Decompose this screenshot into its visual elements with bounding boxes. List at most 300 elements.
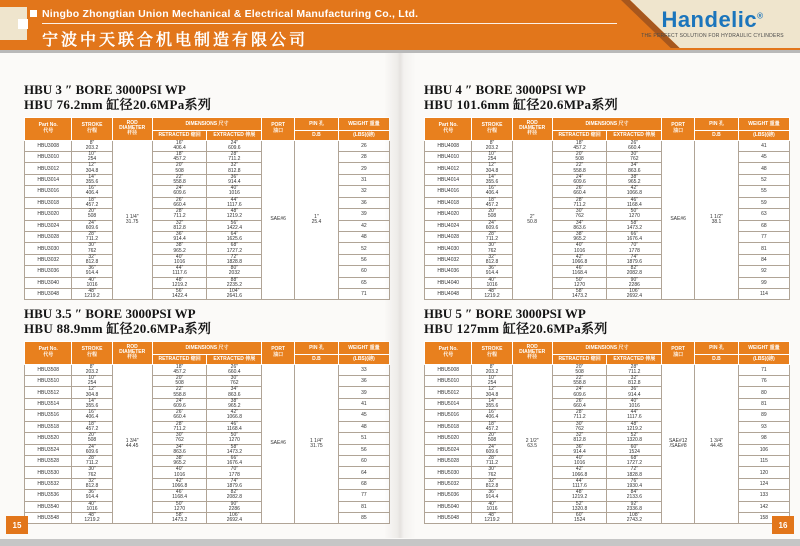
value-line: 660.4	[573, 403, 586, 410]
value-line: 711.2	[485, 236, 499, 243]
stroke-cell	[72, 140, 112, 151]
part-no-cell: HBU3536	[25, 490, 72, 501]
spec-table-section-hbu4	[424, 82, 790, 300]
weight-cell: 68	[338, 478, 389, 489]
value-line: 36"	[88, 489, 96, 496]
value-line: 863.6	[173, 448, 186, 455]
rod-diameter-cell	[112, 364, 152, 524]
table-title-en: HBU 5 ″ BORE 3000PSI WP	[424, 306, 586, 321]
stroke-cell	[472, 174, 512, 185]
rod-diameter-cell	[512, 140, 552, 300]
table-body	[25, 140, 390, 300]
stroke-cell	[72, 410, 112, 421]
retracted-cell	[152, 455, 207, 466]
value-line: 16"	[175, 139, 184, 146]
value-line: 355.6	[485, 403, 499, 410]
part-no-cell: HBU3548	[25, 512, 72, 523]
value-line: 34"	[230, 386, 239, 393]
table-body	[425, 140, 790, 300]
part-no-cell: HBU4014	[425, 174, 472, 185]
value-line: 1168.4	[572, 270, 588, 277]
value-line: 1930.4	[626, 482, 642, 489]
value-line: 711.2	[573, 414, 586, 421]
value-line: 66"	[230, 454, 239, 461]
weight-cell: 92	[738, 266, 789, 277]
value-line: 558.8	[173, 391, 186, 398]
value-line: 44"	[175, 265, 184, 272]
value-line: 965.2	[573, 236, 586, 243]
extracted-cell	[207, 254, 262, 265]
value-line: 12"	[88, 162, 96, 169]
value-line: 32"	[88, 477, 96, 484]
value-line: 30"	[175, 432, 184, 439]
stroke-cell	[72, 186, 112, 197]
value-line: 60"	[630, 443, 639, 450]
retracted-cell	[152, 266, 207, 277]
retracted-cell	[152, 512, 207, 523]
extracted-cell	[607, 174, 662, 185]
part-no-cell: HBU3014	[25, 174, 72, 185]
part-no-cell: HBU5030	[425, 467, 472, 478]
col-port: PORT 油口	[262, 117, 295, 140]
value-line: 36"	[175, 230, 184, 237]
retracted-cell	[552, 433, 607, 444]
value-line: 28"	[230, 151, 239, 158]
part-no-cell: HBU3024	[25, 220, 72, 231]
extracted-cell	[207, 140, 262, 151]
retracted-cell	[152, 174, 207, 185]
value-line: 1422.4	[226, 224, 242, 231]
weight-cell: 36	[338, 376, 389, 387]
brand-logo-block	[635, 9, 790, 39]
value-line: 82"	[630, 265, 639, 272]
extracted-cell	[607, 186, 662, 197]
value-line: 104"	[229, 287, 240, 294]
weight-cell: 65	[338, 277, 389, 288]
value-line: 863.6	[573, 224, 586, 231]
value-line: 1879.6	[626, 258, 642, 265]
weight-cell: 106	[738, 444, 789, 455]
value-line: 406.4	[85, 414, 99, 421]
value-line: 1524	[574, 517, 586, 524]
retracted-cell	[552, 243, 607, 254]
weight-cell: 39	[338, 209, 389, 220]
col-pin: PIN 孔	[295, 117, 339, 130]
col-port: PORT 油口	[662, 117, 695, 140]
value-line: 10"	[488, 151, 496, 158]
part-no-cell: HBU3028	[25, 231, 72, 242]
stroke-cell	[472, 455, 512, 466]
value-line: 1778	[228, 471, 240, 478]
table-row	[25, 364, 390, 375]
retracted-cell	[152, 152, 207, 163]
extracted-cell	[207, 387, 262, 398]
value-line: 1422.4	[171, 293, 188, 300]
value-line: 44"	[230, 196, 239, 203]
value-line: 965.2	[173, 460, 186, 467]
part-no-cell: HBU5036	[425, 490, 472, 501]
table-title-cn: HBU 127mm 缸径20.6MPa系列	[424, 321, 608, 337]
value-line: 18"	[175, 151, 184, 158]
table-header	[25, 117, 390, 140]
value-line: 1117.6	[172, 270, 187, 277]
part-no-cell: HBU5020	[425, 433, 472, 444]
value-line: 2336.8	[626, 505, 642, 512]
value-line: 914.4	[573, 448, 586, 455]
weight-cell: 42	[338, 220, 389, 231]
value-line: 1828.8	[626, 471, 642, 478]
part-no-cell: HBU3518	[25, 421, 72, 432]
retracted-cell	[552, 398, 607, 409]
value-line: 42"	[230, 409, 239, 416]
retracted-cell	[152, 376, 207, 387]
table-title-cn: HBU 76.2mm 缸径20.6MPa系列	[24, 97, 212, 113]
weight-cell: 133	[738, 490, 789, 501]
stroke-cell	[72, 376, 112, 387]
value-line: 2 1/2"	[525, 437, 539, 444]
value-line: 36"	[488, 265, 496, 272]
value-line: 82"	[230, 489, 239, 496]
table-title-en: HBU 3 ″ BORE 3000PSI WP	[24, 82, 186, 97]
extracted-cell	[207, 433, 262, 444]
value-line: 14"	[488, 397, 496, 404]
spec-table	[424, 117, 790, 301]
value-line: 1473.2	[571, 293, 588, 300]
col-pin-db: D.B	[295, 354, 339, 364]
extracted-cell	[207, 197, 262, 208]
value-line: 1219.2	[571, 494, 588, 501]
extracted-cell	[207, 421, 262, 432]
value-line: 355.6	[85, 179, 99, 186]
value-line: 40"	[88, 500, 96, 507]
retracted-cell	[552, 455, 607, 466]
stroke-cell	[472, 266, 512, 277]
value-line: 42"	[575, 253, 584, 260]
value-line: 609.6	[573, 179, 586, 186]
value-line: 762	[487, 247, 497, 254]
value-line: 16"	[488, 185, 496, 192]
value-line: 50"	[630, 208, 639, 215]
value-line: 14"	[488, 173, 496, 180]
value-line: 203.2	[85, 144, 99, 151]
value-line: 66"	[630, 230, 639, 237]
stroke-cell	[472, 410, 512, 421]
value-line: 457.2	[485, 425, 499, 432]
col-pin-db: D.B	[295, 130, 339, 140]
value-line: 1219.2	[171, 281, 188, 288]
value-line: 12"	[488, 386, 496, 393]
col-part-no: Part No. 代号	[425, 117, 472, 140]
extracted-cell	[607, 266, 662, 277]
value-line: 20"	[575, 151, 584, 158]
retracted-cell	[152, 467, 207, 478]
retracted-cell	[552, 220, 607, 231]
value-line: 1168.4	[226, 425, 242, 432]
value-line: 10"	[88, 151, 96, 158]
value-line: 32"	[488, 477, 496, 484]
value-line: 203.2	[485, 144, 499, 151]
value-line: 762	[87, 471, 97, 478]
value-line: 40"	[488, 276, 496, 283]
value-line: 254	[87, 380, 97, 387]
weight-cell: 55	[738, 186, 789, 197]
value-line: 1219.2	[84, 517, 100, 524]
col-weight: WEIGHT 重量	[338, 117, 389, 130]
value-line: 42"	[575, 466, 584, 473]
stroke-cell	[472, 398, 512, 409]
weight-cell: 36	[338, 197, 389, 208]
value-line: 1117.6	[227, 201, 242, 208]
extracted-cell	[207, 231, 262, 242]
part-no-cell: HBU4024	[425, 220, 472, 231]
value-line: 1016	[174, 258, 186, 265]
col-retracted: RETRACTED 缩回	[152, 130, 207, 140]
value-line: 914.4	[85, 494, 99, 501]
value-line: 52"	[630, 432, 639, 439]
weight-cell: 29	[338, 163, 389, 174]
value-line: 254	[487, 380, 497, 387]
value-line: 22"	[575, 375, 584, 382]
stroke-cell	[72, 220, 112, 231]
value-line: 457.2	[173, 156, 186, 163]
value-line: 84"	[630, 489, 639, 496]
value-line: 30"	[488, 242, 496, 249]
value-line: 1473.2	[171, 517, 188, 524]
value-line: 914.4	[485, 494, 499, 501]
value-line: 863.6	[228, 391, 241, 398]
extracted-cell	[207, 512, 262, 523]
extracted-cell	[207, 266, 262, 277]
retracted-cell	[552, 376, 607, 387]
value-line: 28"	[630, 363, 639, 370]
value-line: 90"	[630, 276, 639, 283]
value-line: 508	[175, 167, 184, 174]
page-number-left: 15	[6, 516, 28, 534]
spec-table	[24, 341, 390, 525]
value-line: 812.8	[85, 258, 99, 265]
stroke-cell	[472, 421, 512, 432]
extracted-cell	[607, 501, 662, 512]
extracted-cell	[207, 410, 262, 421]
retracted-cell	[152, 220, 207, 231]
value-line: 2692.4	[226, 517, 242, 524]
value-line: 914.4	[85, 270, 99, 277]
part-no-cell: HBU3012	[25, 163, 72, 174]
value-line: 1219.2	[484, 517, 500, 524]
part-no-cell: HBU3512	[25, 387, 72, 398]
retracted-cell	[152, 243, 207, 254]
weight-cell: 93	[738, 421, 789, 432]
weight-cell: 39	[338, 387, 389, 398]
extracted-cell	[607, 467, 662, 478]
port-cell	[662, 140, 695, 300]
retracted-cell	[552, 209, 607, 220]
weight-cell: 81	[738, 398, 789, 409]
extracted-cell	[607, 455, 662, 466]
retracted-cell	[552, 387, 607, 398]
value-line: 30"	[88, 466, 96, 473]
value-line: 90"	[230, 500, 239, 507]
value-line: 2286	[628, 281, 640, 288]
value-line: 406.4	[173, 144, 186, 151]
value-line: 70"	[630, 242, 639, 249]
retracted-cell	[152, 410, 207, 421]
value-line: 609.6	[573, 391, 586, 398]
weight-cell: 63	[738, 209, 789, 220]
table-title-en: HBU 4 ″ BORE 3000PSI WP	[424, 82, 586, 97]
retracted-cell	[552, 254, 607, 265]
extracted-cell	[207, 174, 262, 185]
value-line: 1016	[628, 403, 640, 410]
value-line: 355.6	[485, 179, 499, 186]
retracted-cell	[152, 197, 207, 208]
weight-cell: 115	[738, 455, 789, 466]
value-line: 38"	[230, 397, 239, 404]
col-extracted: EXTRACTED 伸展	[207, 354, 262, 364]
value-line: 48"	[630, 420, 639, 427]
stroke-cell	[472, 444, 512, 455]
extracted-cell	[607, 209, 662, 220]
value-line: 660.4	[228, 368, 241, 375]
value-line: 1168.4	[172, 494, 188, 501]
stroke-cell	[72, 288, 112, 299]
weight-cell: 89	[738, 410, 789, 421]
value-line: 88"	[230, 276, 239, 283]
part-no-cell: HBU5010	[425, 376, 472, 387]
weight-cell: 142	[738, 501, 789, 512]
extracted-cell	[207, 490, 262, 501]
weight-cell: 71	[738, 364, 789, 375]
part-no-cell: HBU3530	[25, 467, 72, 478]
value-line: 8"	[89, 363, 95, 370]
value-line: 28"	[175, 420, 184, 427]
extracted-cell	[607, 490, 662, 501]
value-line: 30"	[575, 208, 584, 215]
weight-cell: 81	[338, 501, 389, 512]
value-line: 1016	[486, 281, 498, 288]
value-line: 812.8	[228, 167, 241, 174]
value-line: 18"	[88, 420, 96, 427]
value-line: 8"	[489, 363, 495, 370]
weight-cell: 51	[338, 433, 389, 444]
value-line: 44.45	[125, 443, 139, 449]
value-line: 406.4	[85, 190, 99, 197]
col-part-no: Part No. 代号	[25, 117, 72, 140]
weight-cell: 48	[338, 231, 389, 242]
value-line: 46"	[230, 420, 239, 427]
value-line: 2235.2	[226, 281, 242, 288]
value-line: /SAE#8	[669, 443, 687, 449]
part-no-cell: HBU5024	[425, 444, 472, 455]
value-line: 32"	[88, 253, 96, 260]
value-line: 63.5	[527, 443, 538, 449]
value-line: 38"	[630, 173, 639, 180]
value-line: 254	[87, 156, 97, 163]
weight-cell: 71	[338, 288, 389, 299]
stroke-cell	[72, 490, 112, 501]
value-line: 26"	[175, 196, 184, 203]
value-line: 1219.2	[226, 213, 242, 220]
stroke-cell	[72, 455, 112, 466]
retracted-cell	[552, 197, 607, 208]
page-header	[0, 0, 800, 50]
stroke-cell	[472, 478, 512, 489]
value-line: 32"	[575, 432, 584, 439]
extracted-cell	[207, 186, 262, 197]
value-line: 1168.4	[626, 201, 642, 208]
spec-table	[24, 117, 390, 301]
weight-cell: 26	[338, 140, 389, 151]
retracted-cell	[152, 231, 207, 242]
stroke-cell	[72, 174, 112, 185]
value-line: 40"	[175, 253, 184, 260]
extracted-cell	[207, 455, 262, 466]
stroke-cell	[72, 512, 112, 523]
retracted-cell	[152, 444, 207, 455]
value-line: 304.8	[485, 167, 499, 174]
value-line: 56"	[230, 219, 239, 226]
part-no-cell: HBU3532	[25, 478, 72, 489]
value-line: 80"	[230, 265, 239, 272]
value-line: 812.8	[628, 380, 641, 387]
extracted-cell	[207, 277, 262, 288]
value-line: 24"	[88, 219, 96, 226]
value-line: 36"	[630, 386, 639, 393]
weight-cell: 84	[738, 254, 789, 265]
port-cell	[262, 364, 295, 524]
extracted-cell	[607, 231, 662, 242]
value-line: 74"	[630, 253, 639, 260]
value-line: 20"	[175, 162, 184, 169]
value-line: 34"	[630, 162, 639, 169]
value-line: 64"	[230, 230, 239, 237]
value-line: 914.4	[628, 391, 641, 398]
value-line: 762	[630, 156, 639, 163]
value-line: 22"	[175, 173, 184, 180]
value-line: 28"	[88, 454, 96, 461]
value-line: 609.6	[85, 448, 99, 455]
value-line: 34"	[175, 443, 184, 450]
extracted-cell	[607, 152, 662, 163]
value-line: 12"	[88, 386, 96, 393]
value-line: 2133.6	[626, 494, 642, 501]
pin-cell	[295, 140, 339, 300]
col-weight-lbs: (LBS)(磅)	[338, 354, 389, 364]
pin-cell	[695, 364, 739, 524]
rod-diameter-cell	[512, 364, 552, 524]
extracted-cell	[607, 433, 662, 444]
value-line: 1"	[314, 213, 319, 220]
col-port: PORT 油口	[262, 341, 295, 364]
value-line: 2"	[529, 213, 535, 220]
value-line: 1 1/4"	[125, 213, 139, 220]
value-line: 38"	[575, 230, 584, 237]
retracted-cell	[152, 387, 207, 398]
value-line: 28"	[488, 230, 496, 237]
extracted-cell	[607, 410, 662, 421]
value-line: 24"	[175, 397, 184, 404]
value-line: 1270	[574, 281, 586, 288]
stroke-cell	[472, 467, 512, 478]
retracted-cell	[152, 140, 207, 151]
value-line: 203.2	[485, 368, 499, 375]
value-line: 50"	[230, 432, 239, 439]
stroke-cell	[472, 163, 512, 174]
weight-cell: 41	[738, 140, 789, 151]
value-line: 52"	[575, 500, 584, 507]
weight-cell: 60	[338, 455, 389, 466]
retracted-cell	[152, 364, 207, 375]
